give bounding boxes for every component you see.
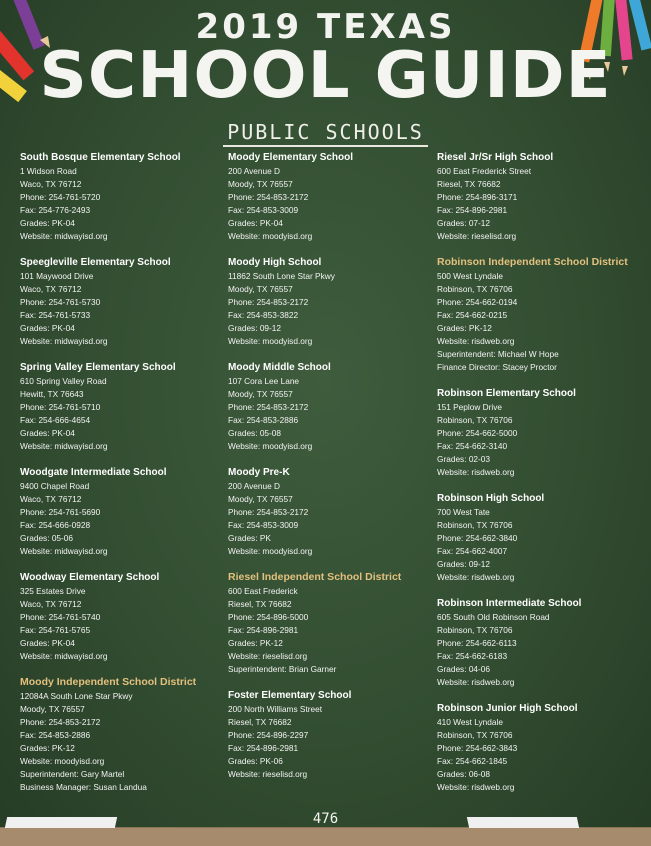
school-detail-line: Grades: PK-04 (20, 323, 75, 333)
school-detail-line: Grades: 06-08 (437, 769, 491, 779)
school-name: Moody Middle School (228, 362, 331, 373)
school-detail-line: 12084A South Lone Star Pkwy (20, 691, 133, 701)
school-entry (20, 150, 225, 243)
page-number: 476 (312, 811, 339, 827)
school-detail-line: Fax: 254-853-3822 (228, 310, 299, 320)
school-name: Moody Pre-K (228, 467, 290, 478)
school-detail-line: Fax: 254-853-2886 (228, 415, 299, 425)
school-detail-line: Waco, TX 76712 (20, 599, 82, 609)
school-detail-line: Website: risdweb.org (437, 467, 515, 477)
school-name: Riesel Jr/Sr High School (437, 152, 554, 163)
school-entry (437, 491, 642, 584)
section-subtitle-text: PUBLIC SCHOOLS (223, 120, 428, 147)
school-detail-line: Phone: 254-761-5690 (20, 507, 101, 517)
school-entry (228, 465, 433, 558)
district-name: Moody Independent School District (20, 676, 197, 688)
school-detail-line: Grades: PK-04 (228, 218, 283, 228)
school-detail-line: Website: moodyisd.org (20, 756, 105, 766)
school-detail-line: 325 Estates Drive (20, 586, 86, 596)
guide-year-heading: 2019 TEXAS (195, 7, 456, 47)
school-detail-line: Grades: PK-06 (228, 756, 283, 766)
school-detail-line: 107 Cora Lee Lane (228, 376, 300, 386)
school-detail-line: 600 East Frederick Street (437, 166, 532, 176)
school-detail-line: Finance Director: Stacey Proctor (437, 362, 557, 372)
school-detail-line: Robinson, TX 76706 (437, 415, 513, 425)
school-detail-line: Fax: 254-662-3140 (437, 441, 508, 451)
school-detail-line: 410 West Lyndale (437, 717, 503, 727)
school-entry (437, 596, 642, 689)
school-detail-line: Superintendent: Brian Garner (228, 664, 337, 674)
school-detail-line: Superintendent: Michael W Hope (437, 349, 559, 359)
school-detail-line: Phone: 254-761-5710 (20, 402, 101, 412)
school-detail-line: 700 West Tate (437, 507, 490, 517)
school-entry (20, 255, 225, 348)
school-detail-line: Robinson, TX 76706 (437, 520, 513, 530)
school-detail-line: Fax: 254-896-2981 (437, 205, 508, 215)
school-detail-line: Phone: 254-662-6113 (437, 638, 517, 648)
school-detail-line: Moody, TX 76557 (228, 284, 293, 294)
school-entry (228, 150, 433, 243)
school-detail-line: 9400 Chapel Road (20, 481, 90, 491)
school-detail-line: Phone: 254-761-5730 (20, 297, 101, 307)
school-detail-line: Grades: 05-06 (20, 533, 74, 543)
district-entry (20, 675, 225, 794)
school-detail-line: Website: midwayisd.org (20, 546, 108, 556)
school-detail-line: Fax: 254-853-2886 (20, 730, 91, 740)
school-detail-line: Superintendent: Gary Martel (20, 769, 125, 779)
school-name: South Bosque Elementary School (20, 152, 181, 163)
section-subtitle (0, 120, 651, 144)
school-detail-line: Website: risdweb.org (437, 677, 515, 687)
school-detail-line: Website: rieselisd.org (228, 769, 308, 779)
school-detail-line: Phone: 254-853-2172 (228, 402, 309, 412)
school-detail-line: Fax: 254-853-3009 (228, 205, 299, 215)
school-detail-line: Phone: 254-896-3171 (437, 192, 518, 202)
school-detail-line: Fax: 254-896-2981 (228, 743, 299, 753)
school-column-3 (437, 150, 642, 806)
school-detail-line: Grades: PK (228, 533, 271, 543)
school-detail-line: Riesel, TX 76682 (228, 717, 292, 727)
school-detail-line: Phone: 254-662-3840 (437, 533, 518, 543)
school-detail-line: Website: moodyisd.org (228, 231, 313, 241)
school-detail-line: 610 Spring Valley Road (20, 376, 107, 386)
school-detail-line: Phone: 254-761-5740 (20, 612, 101, 622)
school-detail-line: Phone: 254-853-2172 (228, 507, 309, 517)
school-name: Speegleville Elementary School (20, 257, 171, 268)
district-entry (437, 255, 642, 374)
school-detail-line: Moody, TX 76557 (20, 704, 85, 714)
school-detail-line: Website: risdweb.org (437, 782, 515, 792)
school-detail-line: Phone: 254-853-2172 (228, 297, 309, 307)
school-detail-line: Phone: 254-662-3843 (437, 743, 518, 753)
school-detail-line: Website: risdweb.org (437, 572, 515, 582)
school-detail-line: Grades: PK-12 (437, 323, 492, 333)
school-detail-line: Fax: 254-776-2493 (20, 205, 91, 215)
school-detail-line: Grades: PK-04 (20, 218, 75, 228)
school-detail-line: Fax: 254-662-4007 (437, 546, 508, 556)
school-detail-line: Website: midwayisd.org (20, 336, 108, 346)
school-detail-line: Robinson, TX 76706 (437, 284, 513, 294)
school-detail-line: Website: midwayisd.org (20, 441, 108, 451)
school-entry (228, 360, 433, 453)
school-detail-line: Moody, TX 76557 (228, 494, 293, 504)
school-detail-line: Grades: 09-12 (437, 559, 491, 569)
school-name: Moody High School (228, 257, 322, 268)
school-detail-line: Fax: 254-662-0215 (437, 310, 508, 320)
school-detail-line: Website: midwayisd.org (20, 651, 108, 661)
school-name: Woodway Elementary School (20, 572, 160, 583)
school-name: Robinson High School (437, 493, 545, 504)
school-name: Moody Elementary School (228, 152, 354, 163)
school-detail-line: Fax: 254-662-6183 (437, 651, 508, 661)
school-detail-line: 600 East Frederick (228, 586, 298, 596)
school-detail-line: Robinson, TX 76706 (437, 625, 513, 635)
school-detail-line: Fax: 254-666-0928 (20, 520, 91, 530)
school-detail-line: 151 Peplow Drive (437, 402, 503, 412)
school-detail-line: Moody, TX 76557 (228, 179, 293, 189)
school-entry (20, 465, 225, 558)
guide-title: SCHOOL GUIDE (39, 39, 612, 113)
school-detail-line: 200 Avenue D (228, 166, 280, 176)
school-detail-line: Phone: 254-761-5720 (20, 192, 101, 202)
chalk-ledge (0, 827, 651, 846)
school-detail-line: Riesel, TX 76682 (228, 599, 292, 609)
school-detail-line: Phone: 254-853-2172 (228, 192, 309, 202)
school-detail-line: Fax: 254-761-5733 (20, 310, 91, 320)
school-column-1 (20, 150, 225, 806)
school-detail-line: Hewitt, TX 76643 (20, 389, 84, 399)
school-detail-line: Waco, TX 76712 (20, 494, 82, 504)
school-name: Foster Elementary School (228, 690, 352, 701)
school-name: Robinson Intermediate School (437, 598, 582, 609)
school-detail-line: Phone: 254-896-2297 (228, 730, 309, 740)
school-detail-line: Website: midwayisd.org (20, 231, 108, 241)
school-detail-line: 500 West Lyndale (437, 271, 503, 281)
school-name: Spring Valley Elementary School (20, 362, 176, 373)
school-detail-line: Grades: PK-12 (20, 743, 75, 753)
school-entry (228, 255, 433, 348)
school-entry (20, 360, 225, 453)
district-name: Riesel Independent School District (228, 571, 402, 583)
school-detail-line: Website: rieselisd.org (437, 231, 517, 241)
school-detail-line: Website: risdweb.org (437, 336, 515, 346)
school-detail-line: Moody, TX 76557 (228, 389, 293, 399)
school-detail-line: Waco, TX 76712 (20, 284, 82, 294)
school-detail-line: Fax: 254-896-2981 (228, 625, 299, 635)
school-detail-line: Grades: 09-12 (228, 323, 282, 333)
school-detail-line: Fax: 254-853-3009 (228, 520, 299, 530)
school-entry (437, 701, 642, 794)
school-entry (228, 688, 433, 781)
school-detail-line: 1 Widson Road (20, 166, 77, 176)
school-detail-line: Fax: 254-662-1845 (437, 756, 508, 766)
school-detail-line: 200 Avenue D (228, 481, 280, 491)
school-name: Robinson Elementary School (437, 388, 576, 399)
school-entry (437, 386, 642, 479)
school-detail-line: Fax: 254-761-5765 (20, 625, 91, 635)
school-entry (437, 150, 642, 243)
school-detail-line: 605 South Old Robinson Road (437, 612, 550, 622)
school-detail-line: 200 North Williams Street (228, 704, 323, 714)
school-detail-line: Grades: 07-12 (437, 218, 491, 228)
school-detail-line: Grades: 05-08 (228, 428, 282, 438)
district-entry (228, 570, 433, 676)
school-detail-line: Fax: 254-666-4654 (20, 415, 91, 425)
school-detail-line: Website: moodyisd.org (228, 546, 313, 556)
school-detail-line: Grades: 02-03 (437, 454, 491, 464)
school-detail-line: Grades: 04-06 (437, 664, 491, 674)
school-column-2 (228, 150, 433, 793)
school-name: Woodgate Intermediate School (20, 467, 167, 478)
school-detail-line: Grades: PK-04 (20, 428, 75, 438)
school-detail-line: 11862 South Lone Star Pkwy (228, 271, 335, 281)
school-detail-line: Grades: PK-12 (228, 638, 283, 648)
school-name: Robinson Junior High School (437, 703, 578, 714)
school-detail-line: Phone: 254-662-5000 (437, 428, 518, 438)
school-detail-line: Phone: 254-662-0194 (437, 297, 518, 307)
district-name: Robinson Independent School District (437, 256, 628, 268)
school-detail-line: Phone: 254-896-5000 (228, 612, 309, 622)
school-detail-line: Robinson, TX 76706 (437, 730, 513, 740)
school-detail-line: Grades: PK-04 (20, 638, 75, 648)
school-detail-line: Business Manager: Susan Landua (20, 782, 147, 792)
school-detail-line: Waco, TX 76712 (20, 179, 82, 189)
school-detail-line: Phone: 254-853-2172 (20, 717, 101, 727)
school-detail-line: Website: moodyisd.org (228, 441, 313, 451)
school-detail-line: Riesel, TX 76682 (437, 179, 501, 189)
school-entry (20, 570, 225, 663)
school-detail-line: 101 Maywood Drive (20, 271, 94, 281)
school-detail-line: Website: moodyisd.org (228, 336, 313, 346)
school-detail-line: Website: rieselisd.org (228, 651, 308, 661)
